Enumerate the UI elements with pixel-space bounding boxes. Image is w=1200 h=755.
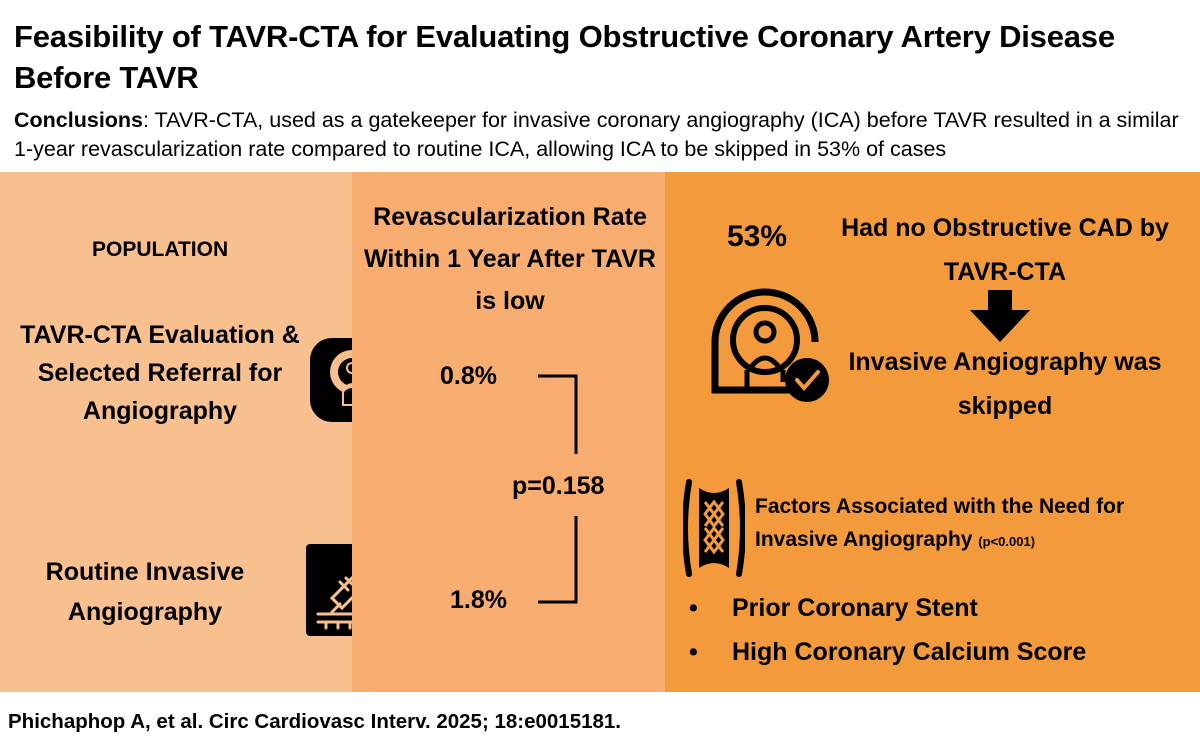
conclusion-body: : TAVR-CTA, used as a gatekeeper for invasive coronary angiography (ICA) before TAVR resulted in a similar 1-year revascularization rate compared to routine ICA, allowing ICA to be skipped in 53% of cases: [14, 108, 1179, 161]
factors-list: [687, 586, 1187, 674]
header: [0, 0, 1200, 172]
revascularization-panel: [352, 172, 665, 692]
tavr-cta-rate: 0.8%: [440, 362, 497, 390]
footer: [0, 692, 1200, 755]
factors-p-value: (p<0.001): [978, 534, 1036, 549]
routine-ica-group-label: Routine Invasive Angiography: [45, 558, 245, 626]
artery-icon: [683, 478, 745, 578]
conclusion-text: [14, 106, 1194, 164]
tavr-cta-group-label: TAVR-CTA Evaluation & Selected Referral for Angiography: [20, 321, 300, 425]
ica-skipped-label: Invasive Angiography was skipped: [848, 348, 1162, 420]
list-item: • Prior Coronary Stent: [687, 586, 1187, 630]
page-title: Feasibility of TAVR-CTA for Evaluating Obstructive Coronary Artery Disease Before TAVR: [14, 19, 1115, 95]
citation: Phichaphop A, et al. Circ Cardiovasc Interv. 2025; 18:e0015181.: [8, 710, 621, 733]
factors-title-text: Factors Associated with the Need for Invasive Angiography: [755, 495, 1125, 551]
list-item: • High Coronary Calcium Score: [687, 630, 1187, 674]
revascularization-title: Revascularization Rate Within 1 Year After TAVR is low: [364, 203, 656, 315]
factors-title: [755, 490, 1200, 558]
skipped-percent: 53%: [727, 220, 788, 253]
comparison-bracket: [532, 362, 592, 612]
population-panel: [0, 172, 352, 692]
conclusion-label: Conclusions: [14, 108, 144, 132]
ct-scanner-check-icon: [703, 284, 835, 408]
routine-ica-rate: 1.8%: [450, 586, 507, 614]
down-arrow-icon: [968, 290, 1032, 344]
population-label: POPULATION: [92, 238, 229, 261]
no-obstructive-cad-label: Had no Obstructive CAD by TAVR-CTA: [841, 214, 1169, 286]
p-value: p=0.158: [512, 472, 605, 500]
outcome-panel: [665, 172, 1200, 692]
